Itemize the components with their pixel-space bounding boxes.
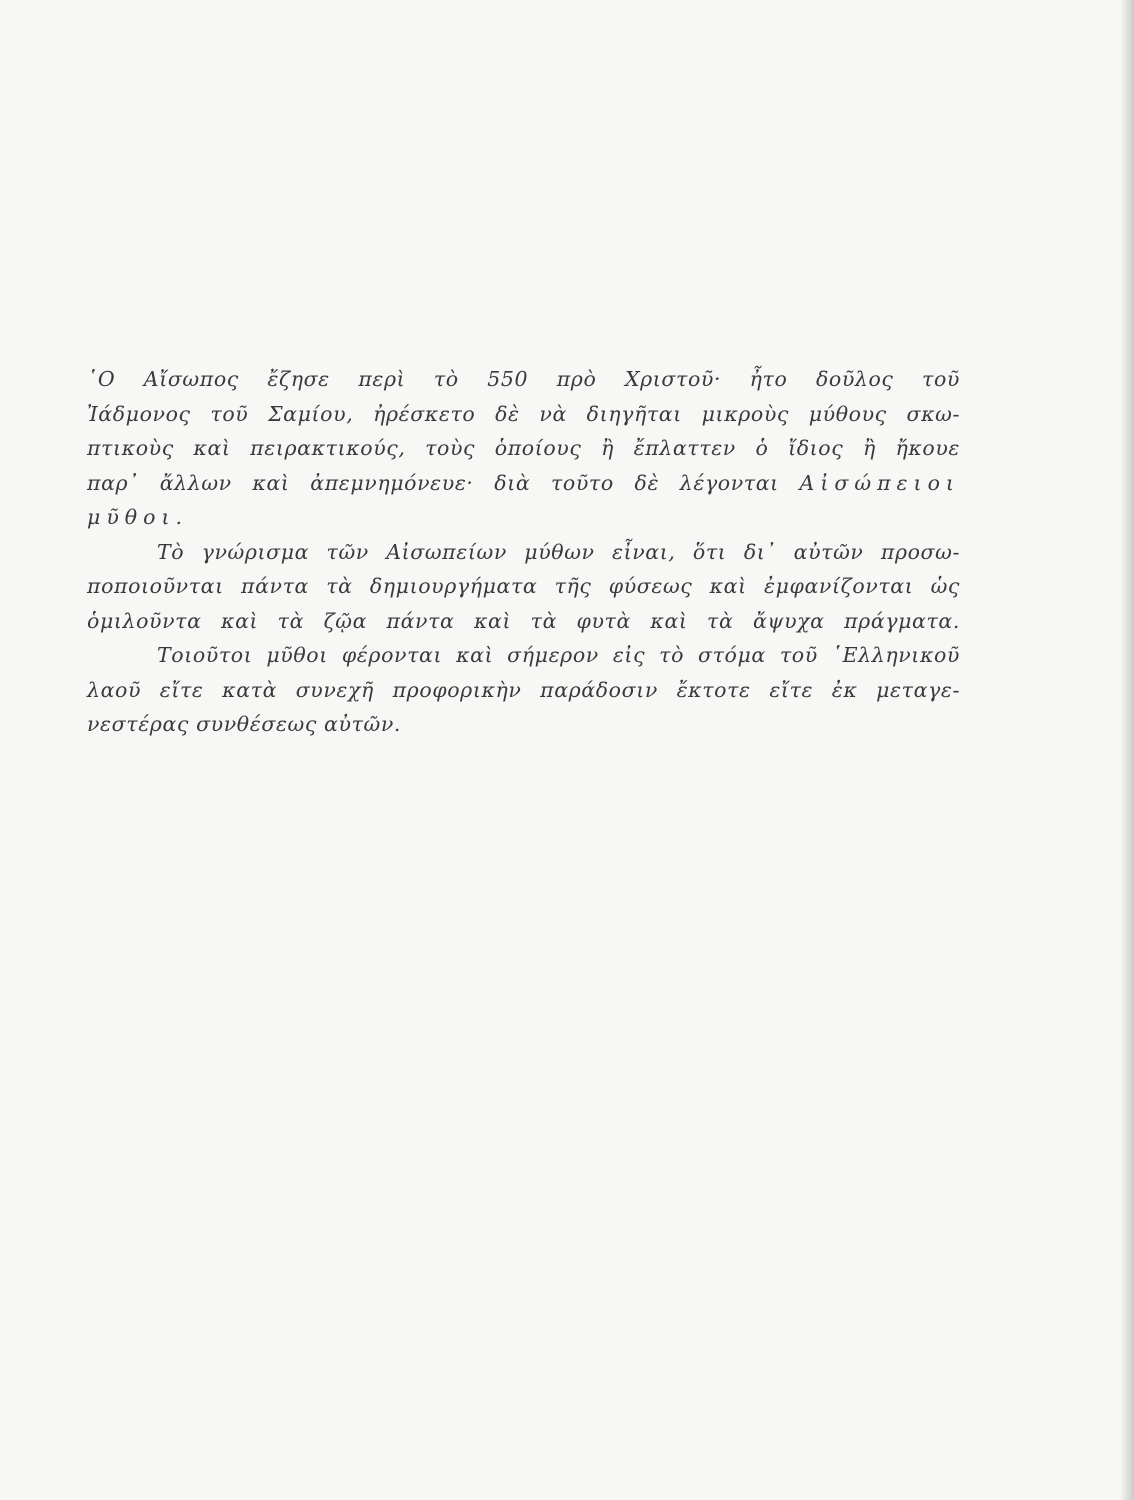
- text-line: Τὸ γνώρισμα τῶν Αἰσωπείων μύθων εἶναι, ὅτι δι᾽ αὐτῶν προσω-: [157, 539, 960, 564]
- text-line-part: παρ᾽ ἄλλων καὶ ἀπεμνημόνευε· διὰ τοῦτο δὲ λέγονται: [87, 470, 779, 495]
- text-line: νεστέρας συνθέσεως αὐτῶν.: [87, 712, 402, 736]
- text-line: ὁμιλοῦντα καὶ τὰ ζῷα πάντα καὶ τὰ φυτὰ καὶ τὰ ἄψυχα πράγματα.: [87, 608, 960, 633]
- text-line: ῾Ο Αἴσωπος ἔζησε περὶ τὸ 550 πρὸ Χριστοῦ· ἦτο δοῦλος τοῦ: [87, 367, 960, 391]
- text-line: λαοῦ εἴτε κατὰ συνεχῆ προφορικὴν παράδοσιν ἔκτοτε εἴτε ἐκ μεταγε-: [87, 677, 960, 702]
- paragraph-2: [87, 535, 960, 639]
- text-line: πτικοὺς καὶ πειρακτικούς, τοὺς ὁποίους ἢ ἔπλαττεν ὁ ἴδιος ἢ ἤκουε: [87, 436, 960, 460]
- paragraph-3: [87, 638, 960, 742]
- emphasized-term: μῦθοι.: [87, 505, 189, 529]
- paragraph-1: [87, 362, 960, 535]
- text-line: Ἰάδμονος τοῦ Σαμίου, ἠρέσκετο δὲ νὰ διηγῆται μικροὺς μύθους σκω-: [87, 401, 960, 426]
- text-line: [87, 466, 960, 501]
- emphasized-term: Αἰσώπειοι: [799, 470, 960, 495]
- text-line: ποποιοῦνται πάντα τὰ δημιουργήματα τῆς φύσεως καὶ ἐμφανίζονται ὡς: [87, 574, 960, 598]
- body-text: [87, 362, 960, 742]
- text-line: Τοιοῦτοι μῦθοι φέρονται καὶ σήμερον εἰς τὸ στόμα τοῦ ῾Ελληνικοῦ: [157, 643, 960, 667]
